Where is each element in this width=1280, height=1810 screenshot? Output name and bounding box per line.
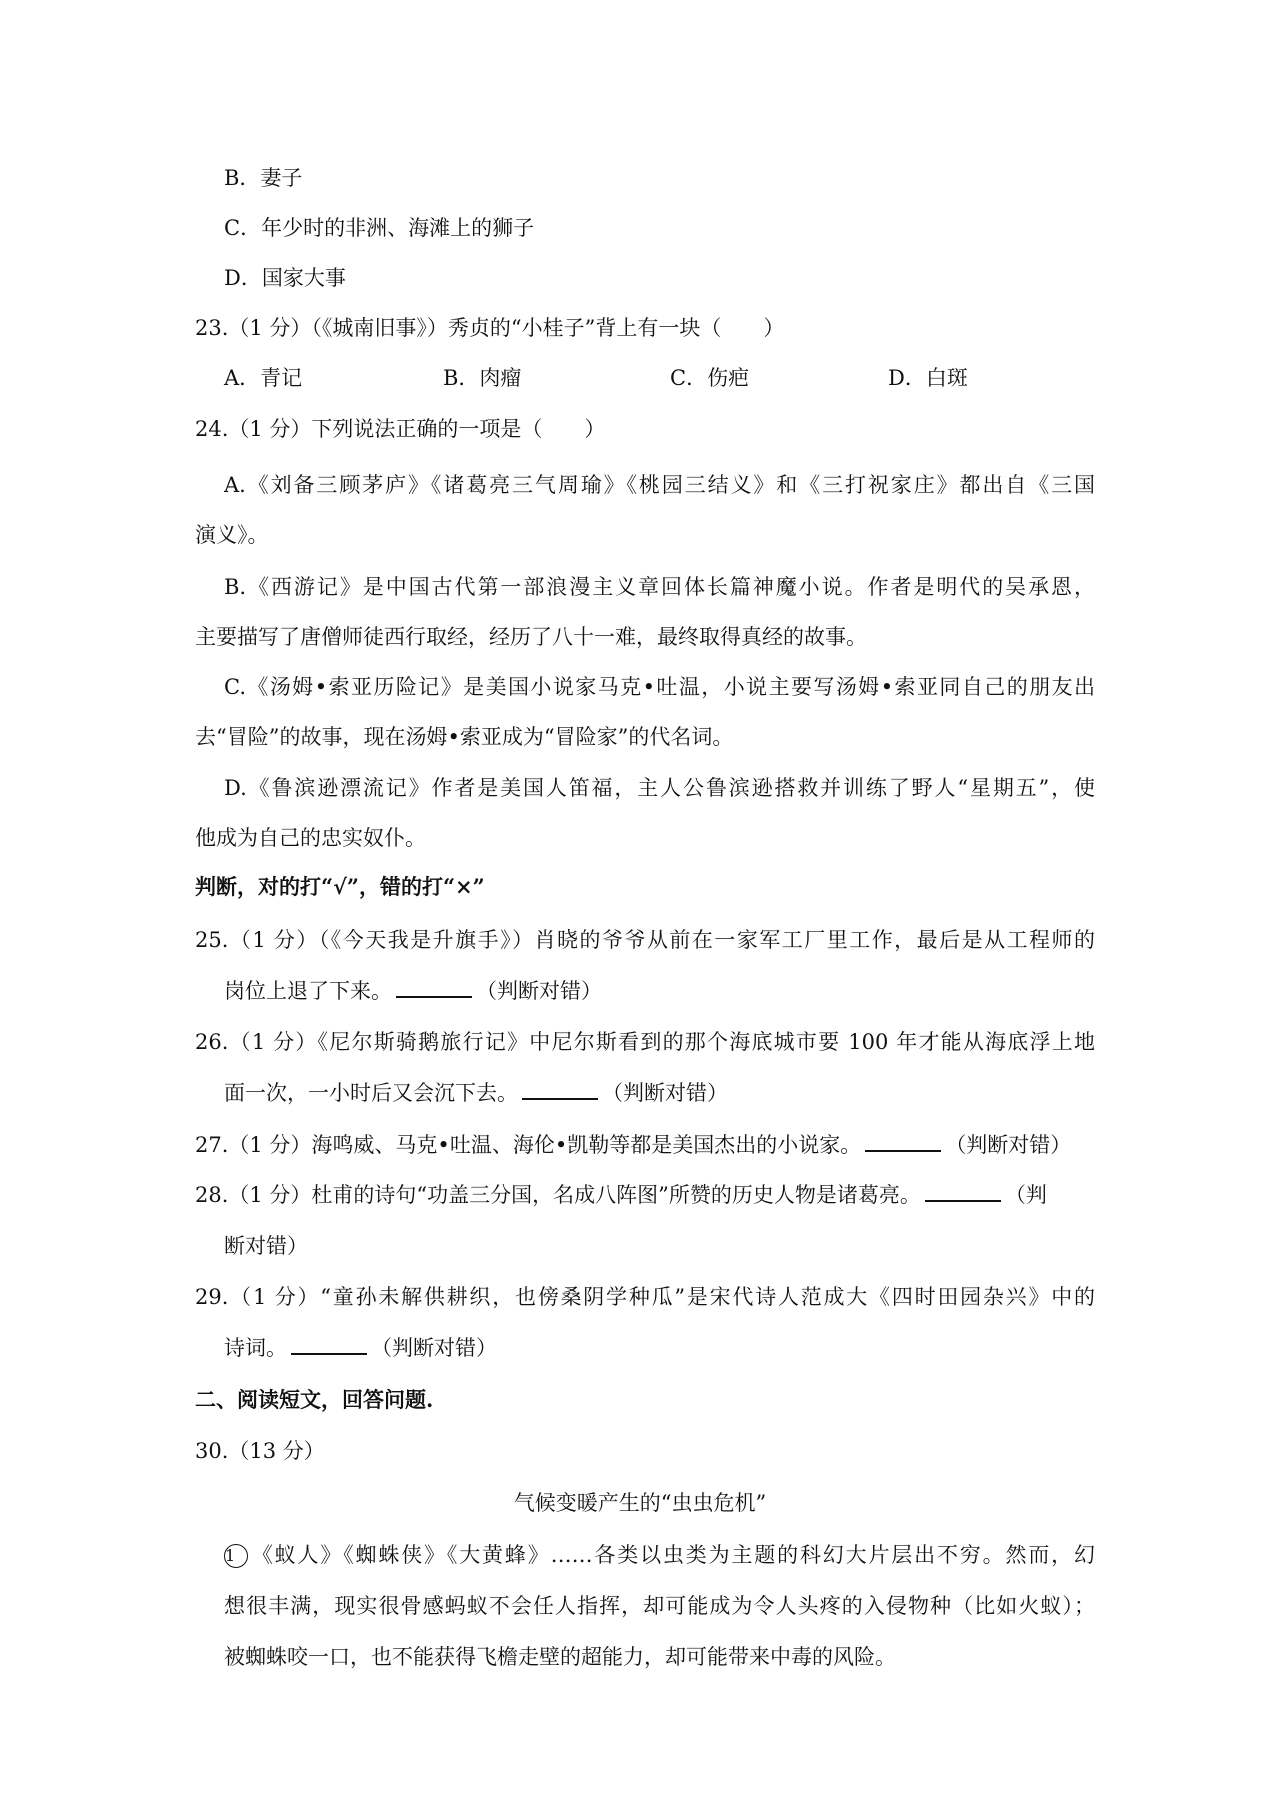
q24-option-a-line1: A.《刘备三顾茅庐》《诸葛亮三气周瑜》《桃园三结义》和《三打祝家庄》都出自《三国	[224, 473, 1095, 497]
passage-line1-text: 《蚁人》《蜘蛛侠》《大黄蜂》……各类以虫类为主题的科幻大片层出不穷。然而，幻	[250, 1543, 1095, 1567]
q24-option-d-line2: 他成为自己的忠实奴仆。	[195, 826, 426, 850]
passage-paragraph-line1	[224, 1540, 1095, 1570]
q30-stem: 30.（13 分）	[195, 1439, 325, 1463]
q25-suffix: （判断对错）	[476, 979, 602, 1003]
q27-suffix: （判断对错）	[945, 1133, 1072, 1157]
q24-stem: 24.（1 分）下列说法正确的一项是（ ）	[195, 417, 606, 441]
q25-line1: 25.（1 分）（《今天我是升旗手》）肖晓的爷爷从前在一家军工厂里工作，最后是从工程师的	[195, 928, 1095, 952]
q27-text: 27.（1 分）海鸣威、马克•吐温、海伦•凯勒等都是美国杰出的小说家。	[195, 1133, 862, 1157]
q28-answer-blank[interactable]	[925, 1180, 1001, 1202]
q27-answer-blank[interactable]	[865, 1130, 941, 1152]
q24-option-c-line2: 去“冒险”的故事，现在汤姆•索亚成为“冒险家”的代名词。	[195, 725, 734, 749]
q22-option-d: D．国家大事	[224, 266, 346, 290]
q23-option-a: A．青记	[224, 366, 303, 390]
passage-paragraph-line2: 想很丰满，现实很骨感蚂蚁不会任人指挥，却可能成为令人头疼的入侵物种（比如火蚁）；	[224, 1594, 1095, 1618]
q23-stem: 23.（1 分）（《城南旧事》）秀贞的“小桂子”背上有一块（ ）	[195, 316, 785, 340]
q24-option-a-line2: 演义》。	[195, 523, 269, 547]
q24-option-b-line1: B.《西游记》是中国古代第一部浪漫主义章回体长篇神魔小说。作者是明代的吴承恩，	[224, 575, 1095, 599]
q25-line2	[224, 976, 602, 1006]
q29-line1: 29.（1 分）“童孙未解供耕织，也傍桑阴学种瓜”是宋代诗人范成大《四时田园杂兴》中的	[195, 1285, 1095, 1309]
q29-text: 诗词。	[224, 1336, 287, 1360]
q26-answer-blank[interactable]	[522, 1078, 598, 1100]
section-judge-heading: 判断，对的打“√”，错的打“×”	[195, 874, 485, 899]
q22-option-b: B．妻子	[224, 166, 303, 190]
q26-line2	[224, 1078, 728, 1108]
q26-text: 面一次，一小时后又会沉下去。	[224, 1081, 518, 1105]
q22-option-c: C．年少时的非洲、海滩上的狮子	[224, 216, 535, 240]
q25-text: 岗位上退了下来。	[224, 979, 392, 1003]
passage-paragraph-line3: 被蜘蛛咬一口，也不能获得飞檐走壁的超能力，却可能带来中毒的风险。	[224, 1645, 896, 1669]
q29-answer-blank[interactable]	[291, 1333, 367, 1355]
q23-option-c: C．伤疤	[670, 366, 750, 390]
q29-suffix: （判断对错）	[371, 1336, 497, 1360]
q28-line2: 断对错）	[224, 1234, 308, 1258]
q24-option-c-line1: C.《汤姆•索亚历险记》是美国小说家马克•吐温，小说主要写汤姆•索亚同自己的朋友出	[224, 675, 1095, 699]
q28-suffix: （判	[1004, 1183, 1047, 1207]
q29-line2	[224, 1333, 497, 1363]
q25-answer-blank[interactable]	[396, 976, 472, 998]
passage-title: 气候变暖产生的“虫虫危机”	[513, 1491, 767, 1515]
q23-option-b: B．肉瘤	[443, 366, 522, 390]
q24-option-b-line2: 主要描写了唐僧师徒西行取经，经历了八十一难，最终取得真经的故事。	[195, 625, 867, 649]
section-reading-heading: 二、阅读短文，回答问题.	[195, 1387, 434, 1412]
q28-line1	[195, 1180, 1047, 1210]
q27-line1	[195, 1130, 1071, 1160]
q26-suffix: （判断对错）	[602, 1081, 728, 1105]
paragraph-number-badge: 1	[224, 1544, 248, 1568]
q23-option-d: D．白斑	[888, 366, 968, 390]
q26-line1: 26.（1 分）《尼尔斯骑鹅旅行记》中尼尔斯看到的那个海底城市要 100 年才能从海底浮上地	[195, 1030, 1095, 1054]
q24-option-d-line1: D.《鲁滨逊漂流记》作者是美国人笛福，主人公鲁滨逊搭救并训练了野人“星期五”，使	[224, 776, 1095, 800]
q28-text: 28.（1 分）杜甫的诗句“功盖三分国，名成八阵图”所赞的历史人物是诸葛亮。	[195, 1183, 921, 1207]
